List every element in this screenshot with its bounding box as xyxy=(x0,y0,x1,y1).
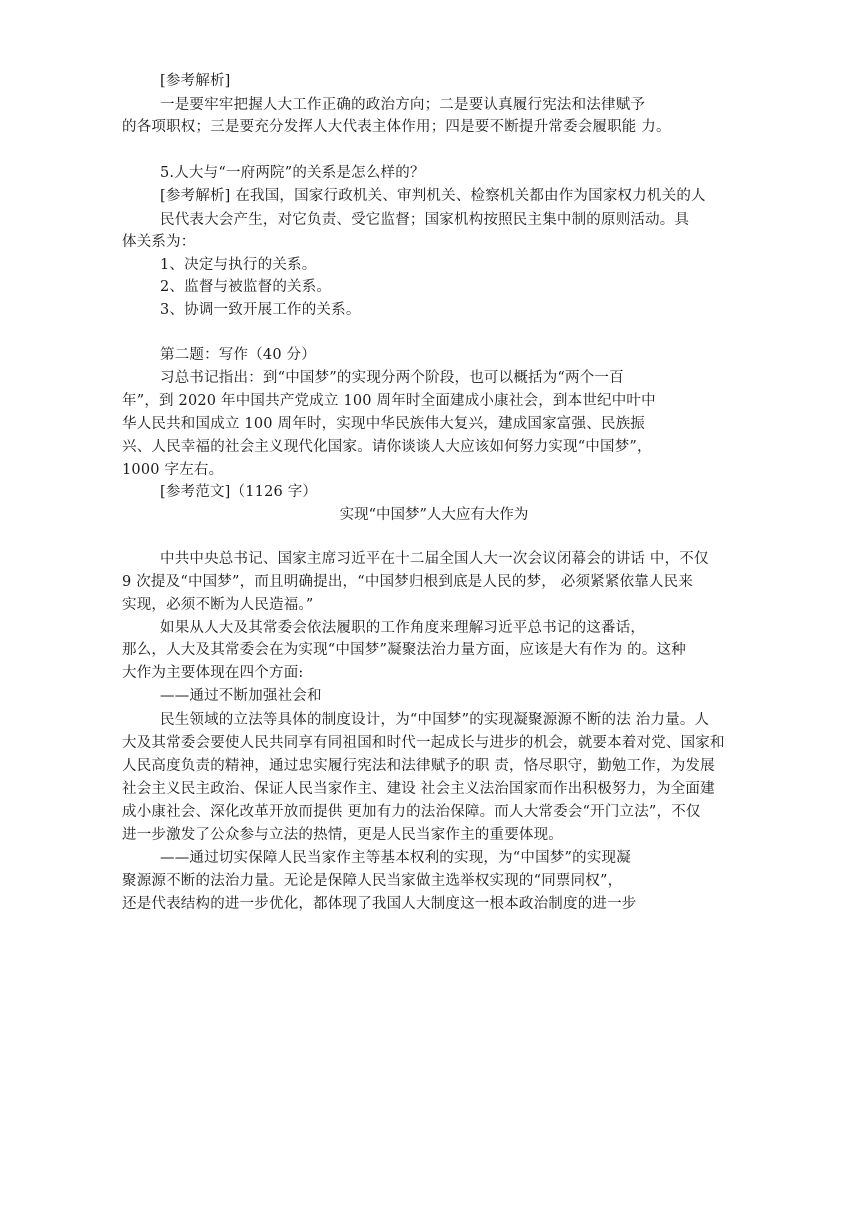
paragraph-line: 体关系为： xyxy=(122,234,196,250)
paragraph-line: ——通过不断加强社会和 xyxy=(160,688,322,704)
essay-title: 实现“中国梦”人大应有大作为 xyxy=(339,507,529,523)
reference-label: [参考范文]（1126 字） xyxy=(160,484,318,500)
paragraph-line: 9 次提及“中国梦”，而且明确提出，“中国梦归根到底是人民的梦， 必须紧紧依靠人民来 xyxy=(122,574,694,590)
paragraph-line: ——通过切实保障人民当家作主等基本权利的实现，为“中国梦”的实现凝 xyxy=(160,850,631,866)
list-item: 1、决定与执行的关系。 xyxy=(160,257,317,273)
paragraph-line: 的各项职权；三是要充分发挥人大代表主体作用；四是要不断提升常委会履职能 力。 xyxy=(122,119,671,135)
paragraph-line: 还是代表结构的进一步优化，都体现了我国人大制度这一根本政治制度的进一步 xyxy=(122,896,637,912)
paragraph-line: 大作为主要体现在四个方面: xyxy=(122,665,304,681)
paragraph-line: 兴、人民幸福的社会主义现代化国家。请你谈谈人大应该如何努力实现“中国梦”， xyxy=(122,439,652,455)
paragraph-line: [参考解析] 在我国，国家行政机关、审判机关、检察机关都由作为国家权力机关的人 xyxy=(160,188,706,204)
paragraph-line: 年”，到 2020 年中国共产党成立 100 周年时全面建成小康社会，到本世纪中叶中 xyxy=(122,393,656,409)
question-title: 5.人大与“一府两院”的关系是怎么样的？ xyxy=(160,165,425,181)
paragraph-line: 民生领域的立法等具体的制度设计，为“中国梦”的实现凝聚源源不断的法 治力量。人 xyxy=(160,712,710,728)
paragraph-line: 那么，人大及其常委会在为实现“中国梦”凝聚法治力量方面，应该是大有作为 的。这种 xyxy=(122,642,686,658)
paragraph-line: 进一步激发了公众参与立法的热情，更是人民当家作主的重要体现。 xyxy=(122,827,563,843)
paragraph-line: 人民高度负责的精神，通过忠实履行宪法和法律赋予的职 责，恪尽职守，勤勉工作，为发展 xyxy=(122,758,715,774)
paragraph-line: 实现，必须不断为人民造福。” xyxy=(122,597,314,613)
question-title: 第二题：写作（40 分） xyxy=(160,347,316,363)
paragraph-line: 一是要牢牢把握人大工作正确的政治方向；二是要认真履行宪法和法律赋予 xyxy=(160,97,646,113)
paragraph-line: 社会主义民主政治、保证人民当家作主、建设 社会主义法治国家而作出积极努力，为全面建 xyxy=(122,781,715,797)
paragraph-line: 成小康社会、深化改革开放而提供 更加有力的法治保障。而人大常委会“开门立法”，不仅 xyxy=(122,804,701,820)
paragraph-line: 聚源源不断的法治力量。无论是保障人民当家做主选举权实现的“同票同权”， xyxy=(122,873,623,889)
paragraph-line: 习总书记指出：到“中国梦”的实现分两个阶段，也可以概括为“两个一百 xyxy=(160,370,624,386)
paragraph-line: 民代表大会产生，对它负责、受它监督；国家机构按照民主集中制的原则活动。具 xyxy=(160,212,690,228)
list-item: 3、协调一致开展工作的关系。 xyxy=(160,302,361,318)
paragraph-line: 大及其常委会要使人民共同享有同祖国和时代一起成长与进步的机会，就要本着对党、国家和 xyxy=(122,735,725,751)
paragraph-line: 1000 字左右。 xyxy=(122,462,224,478)
paragraph-line: 中共中央总书记、国家主席习近平在十二届全国人大一次会议闭幕会的讲话 中，不仅 xyxy=(160,551,709,567)
reference-label: [参考解析] xyxy=(160,73,231,89)
paragraph-line: 如果从人大及其常委会依法履职的工作角度来理解习近平总书记的这番话， xyxy=(160,620,646,636)
paragraph-line: 华人民共和国成立 100 周年时，实现中华民族伟大复兴，建成国家富强、民族振 xyxy=(122,416,645,432)
list-item: 2、监督与被监督的关系。 xyxy=(160,279,332,295)
